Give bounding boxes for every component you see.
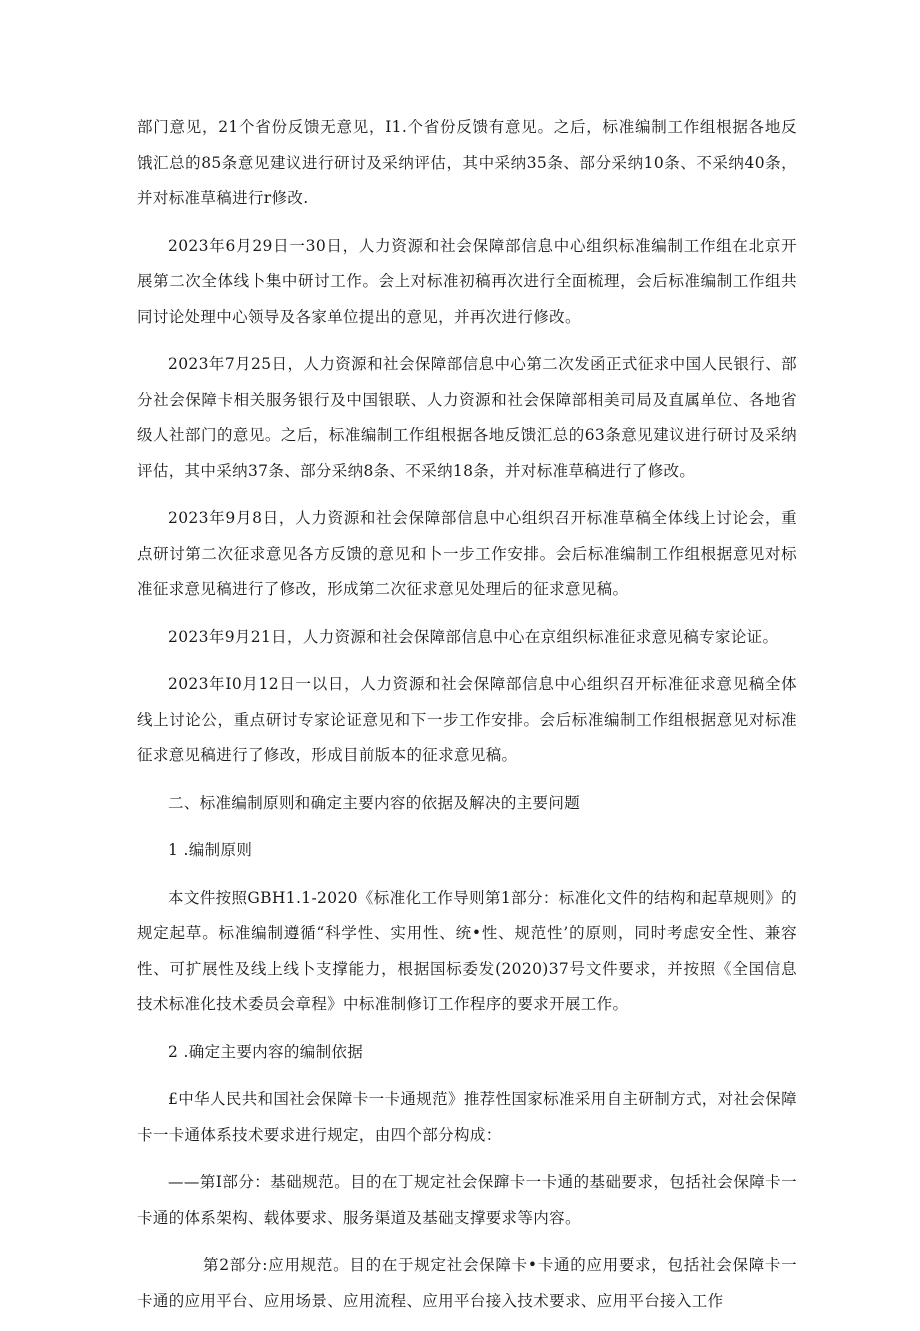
list-item-part-2: 第2部分:应用规范。目的在于规定社会保障卡•卡通的应用要求，包括社会保障卡一卡通的应用平台、应用场景、应用流程、应用平台接入技术要求、应用平台接入工作 — [137, 1256, 797, 1310]
paragraph-october-meeting: 2023年I0月12日一以日，人力资源和社会保障部信息中心组织召开标准征求意见稿全体线上讨论公，重点研讨专家论证意见和下一步工作安排。会后标准编制工作组根据意见对标准征求意见稿进行了修改，形成目前版本的征求意见稿。 — [137, 675, 797, 764]
paragraph-review-feedback: 部门意见，21个省份反馈无意见，I1.个省份反馈有意见。之后，标准编制工作组根据各地反饿汇总的85条意见建议进行研讨及采纳评估，其中采纳35条、部分采纳10条、不采纳40条，并对标准草稿进行r修改. — [137, 118, 797, 207]
section-heading-principles: 二、标准编制原则和确定主要内容的依据及解决的主要问题 — [168, 793, 581, 812]
paragraph-standard-basis: 本文件按照GBH1.1-2020《标准化工作导则第1部分：标准化文件的结构和起草规则》的规定起草。标准编制遵循“科学性、实用性、统•性、规范性’的原则，同时考虑安全性、兼容性、可扩展性及线上线卜支撑能力，根据国标委发(2020)37号文件要求，并按照《全国信息技术标准化技术委员会章程》中标准制修订工作程序的要求开展工作。 — [137, 888, 797, 1013]
list-item-part-1: ——第I部分：基础规范。目的在丁规定社会保蹿卡一卡通的基础要求，包括社会保障卡一卡通的体系架构、载体要求、服务渠道及基础支撑要求等内容。 — [137, 1173, 797, 1227]
document-body — [137, 110, 797, 1331]
subheading-content-basis: 2 .确定主要内容的编制依据 — [168, 1042, 364, 1061]
subheading-compilation-principles: 1 .编制原则 — [168, 841, 253, 859]
paragraph-june-meeting: 2023年6月29日一30日，人力资源和社会保障部信息中心组织标准编制工作组在北京开展第二次全体线卜集中研讨工作。会上对标准初稿再次进行全面梳理，会后标准编制工作组共同讨论处理中心领导及各家单位提出的意见，并再次进行修改。 — [137, 236, 797, 326]
paragraph-expert-review: 2023年9月21日，人力资源和社会保障部信息中心在京组织标准征求意见稿专家论证。 — [168, 627, 779, 646]
paragraph-standard-structure: £中华人民共和国社会保障卡一卡通规范》推荐性国家标准采用自主研制方式，对社会保障卡一卡通体系技术要求进行规定，由四个部分构成： — [137, 1090, 797, 1144]
paragraph-july-consultation: 2023年7月25日，人力资源和社会保障部信息中心第二次发函正式征求中国人民银行、部分社会保障卡相关服务银行及中国银联、人力资源和社会保障部相美司局及直属单位、各地省级人社部门的意见。之后，标准编制工作组根据各地反馈汇总的63条意见建议进行研讨及采纳评估，其中采纳37条、部分采纳8条、不采纳18条，并对标准草稿进行了修改。 — [137, 355, 797, 480]
paragraph-september-online-meeting: 2023年9月8日，人力资源和社会保障部信息中心组织召开标准草稿全体线上讨论会，重点研讨第二次征求意见各方反馈的意见和卜一步工作安排。会后标准编制工作组根据意见对标准征求意见稿进行了修改，形成第二次征求意见处理后的征求意见稿。 — [137, 509, 797, 598]
